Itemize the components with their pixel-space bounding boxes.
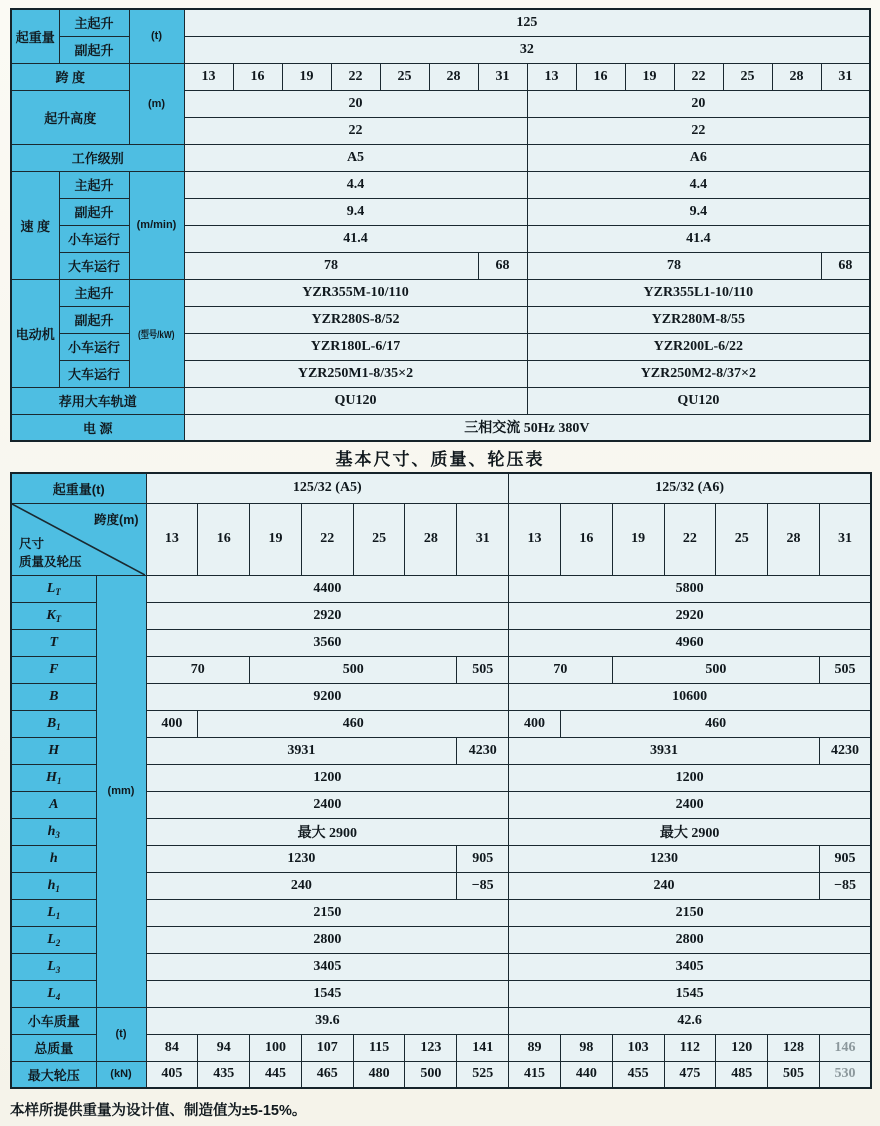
unit-mmin-label: (m/min)	[129, 171, 184, 279]
dim-F-a3: 505	[457, 656, 509, 683]
lift-height-label: 起升高度	[11, 90, 129, 144]
total-mass-cell: 112	[664, 1034, 716, 1061]
dim-F-a2: 500	[250, 656, 457, 683]
speed-crane-a-31: 68	[478, 252, 527, 279]
trolley-mass-a: 39.6	[146, 1007, 509, 1034]
dim-row-label-L3: $L_3$	[11, 953, 96, 980]
wheel-load-cell: 480	[353, 1061, 405, 1088]
dim-KT-b: 2920	[509, 602, 872, 629]
dim-span-header: 16	[198, 503, 250, 575]
total-mass-cell: 103	[612, 1034, 664, 1061]
rail-label: 荐用大车轨道	[11, 387, 184, 414]
dimensions-table	[10, 472, 872, 1089]
dim-row-label-LT: $L_T$	[11, 575, 96, 602]
footnote: 本样所提供重量为设计值、制造值为±5-15%。	[10, 1103, 307, 1119]
rail-a: QU120	[184, 387, 527, 414]
dim-h1-b-main: 240	[509, 872, 820, 899]
dimensions-table-title: 基本尺寸、质量、轮压表	[335, 450, 545, 469]
diag-span-label: 跨度(m)	[94, 512, 139, 527]
total-mass-cell: 146	[819, 1034, 871, 1061]
dim-capacity-b: 125/32 (A6)	[509, 473, 872, 503]
dim-row-label-F: F	[11, 656, 96, 683]
unit-t2-label: (t)	[96, 1007, 146, 1061]
dim-B1-b2: 460	[560, 710, 871, 737]
span-header-cell: 22	[331, 63, 380, 90]
span-header-cell: 16	[576, 63, 625, 90]
dim-F-b1: 70	[509, 656, 613, 683]
dim-span-header: 19	[612, 503, 664, 575]
wheel-load-cell: 530	[819, 1061, 871, 1088]
dim-span-header: 13	[146, 503, 198, 575]
dim-B1-b1: 400	[509, 710, 561, 737]
dim-row-label-B1: $B_1$	[11, 710, 96, 737]
dim-H-a-main: 3931	[146, 737, 457, 764]
lift-height2-value-a: 22	[184, 117, 527, 144]
dim-span-header: 19	[250, 503, 302, 575]
power-value: 三相交流 50Hz 380V	[184, 414, 870, 441]
dim-row-label-KT: $K_T$	[11, 602, 96, 629]
dim-A-a: 2400	[146, 791, 509, 818]
total-mass-cell: 100	[250, 1034, 302, 1061]
total-mass-cell: 94	[198, 1034, 250, 1061]
motor-aux-a: YZR280S-8/52	[184, 306, 527, 333]
dim-row-label-L4: $L_4$	[11, 980, 96, 1007]
dim-row-label-H1: $H_1$	[11, 764, 96, 791]
total-mass-cell: 115	[353, 1034, 405, 1061]
dim-row-label-h1: $h_1$	[11, 872, 96, 899]
trolley-mass-label: 小车质量	[11, 1007, 96, 1034]
unit-m-label: (m)	[129, 63, 184, 144]
dim-L1-b: 2150	[509, 899, 872, 926]
dim-h1-b-31: −85	[819, 872, 871, 899]
aux-capacity-value: 32	[184, 36, 870, 63]
main-hoist-label: 主起升	[59, 9, 129, 36]
diag-dimension-label: 尺寸	[19, 536, 45, 551]
span-header-cell: 31	[478, 63, 527, 90]
dim-h1-a-31: −85	[457, 872, 509, 899]
total-mass-cell: 89	[509, 1034, 561, 1061]
unit-model-label	[129, 279, 184, 387]
dim-capacity-a: 125/32 (A5)	[146, 473, 509, 503]
dim-h1-a-main: 240	[146, 872, 457, 899]
unit-mm-label: (mm)	[96, 575, 146, 1007]
dim-B1-a2: 460	[198, 710, 509, 737]
dim-B-a: 9200	[146, 683, 509, 710]
speed-main-b: 4.4	[527, 171, 870, 198]
speed-main-label: 主起升	[59, 171, 129, 198]
dim-A-b: 2400	[509, 791, 872, 818]
dim-H1-b: 1200	[509, 764, 872, 791]
dim-row-label-L2: $L_2$	[11, 926, 96, 953]
dim-h3-b: 最大 2900	[509, 818, 872, 845]
rail-b: QU120	[527, 387, 870, 414]
dim-row-label-L1: $L_1$	[11, 899, 96, 926]
wheel-load-label: 最大轮压	[11, 1061, 96, 1088]
lift-height-value-b: 20	[527, 90, 870, 117]
unit-t-label: (t)	[129, 9, 184, 63]
dim-row-label-A: A	[11, 791, 96, 818]
motor-trolley-label: 小车运行	[59, 333, 129, 360]
dim-L2-b: 2800	[509, 926, 872, 953]
unit-model-text: (型号/kW)	[138, 329, 175, 341]
wheel-load-cell: 435	[198, 1061, 250, 1088]
total-mass-cell: 120	[716, 1034, 768, 1061]
dim-row-label-T: T	[11, 629, 96, 656]
motor-crane-b: YZR250M2-8/37×2	[527, 360, 870, 387]
wheel-load-cell: 505	[768, 1061, 820, 1088]
diag-mass-label: 质量及轮压	[19, 554, 82, 569]
speed-trolley-a: 41.4	[184, 225, 527, 252]
unit-kn-label: (kN)	[96, 1061, 146, 1088]
wheel-load-cell: 455	[612, 1061, 664, 1088]
dim-span-header: 31	[819, 503, 871, 575]
wheel-load-cell: 405	[146, 1061, 198, 1088]
duty-class-b: A6	[527, 144, 870, 171]
motor-crane-label: 大车运行	[59, 360, 129, 387]
dim-h-b-main: 1230	[509, 845, 820, 872]
dim-span-header: 28	[768, 503, 820, 575]
motor-aux-b: YZR280M-8/55	[527, 306, 870, 333]
total-mass-cell: 128	[768, 1034, 820, 1061]
lifting-group-label: 起重量	[11, 9, 59, 63]
dim-H-b-main: 3931	[509, 737, 820, 764]
span-header-cell: 16	[233, 63, 282, 90]
dim-KT-a: 2920	[146, 602, 509, 629]
span-header-cell: 25	[380, 63, 429, 90]
dim-H-b-31: 4230	[819, 737, 871, 764]
dim-L3-b: 3405	[509, 953, 872, 980]
motor-main-label: 主起升	[59, 279, 129, 306]
dim-span-header: 13	[509, 503, 561, 575]
dim-L2-a: 2800	[146, 926, 509, 953]
trolley-mass-b: 42.6	[509, 1007, 872, 1034]
span-header-cell: 19	[625, 63, 674, 90]
dim-h-b-31: 905	[819, 845, 871, 872]
aux-hoist-label: 副起升	[59, 36, 129, 63]
dim-span-header: 22	[301, 503, 353, 575]
speed-group-label: 速 度	[11, 171, 59, 279]
dim-row-label-h: h	[11, 845, 96, 872]
wheel-load-cell: 485	[716, 1061, 768, 1088]
dim-span-header: 25	[353, 503, 405, 575]
total-mass-label: 总质量	[11, 1034, 96, 1061]
dim-span-header: 16	[560, 503, 612, 575]
dim-span-header: 22	[664, 503, 716, 575]
dim-span-header: 31	[457, 503, 509, 575]
dim-H-a-31: 4230	[457, 737, 509, 764]
wheel-load-cell: 465	[301, 1061, 353, 1088]
dim-row-label-h3: $h_3$	[11, 818, 96, 845]
wheel-load-cell: 445	[250, 1061, 302, 1088]
speed-trolley-b: 41.4	[527, 225, 870, 252]
total-mass-cell: 98	[560, 1034, 612, 1061]
span-header-cell: 25	[723, 63, 772, 90]
dim-B-b: 10600	[509, 683, 872, 710]
span-label: 跨 度	[11, 63, 129, 90]
motor-main-b: YZR355L1-10/110	[527, 279, 870, 306]
wheel-load-cell: 440	[560, 1061, 612, 1088]
dim-matrix-corner-cell	[11, 503, 146, 575]
dim-H1-a: 1200	[146, 764, 509, 791]
motor-trolley-b: YZR200L-6/22	[527, 333, 870, 360]
speed-crane-a-main: 78	[184, 252, 478, 279]
motor-crane-a: YZR250M1-8/35×2	[184, 360, 527, 387]
duty-class-label: 工作级别	[11, 144, 184, 171]
dim-L3-a: 3405	[146, 953, 509, 980]
dim-h-a-31: 905	[457, 845, 509, 872]
duty-class-a: A5	[184, 144, 527, 171]
total-mass-cell: 123	[405, 1034, 457, 1061]
span-header-cell: 19	[282, 63, 331, 90]
motor-aux-label: 副起升	[59, 306, 129, 333]
dim-LT-b: 5800	[509, 575, 872, 602]
dim-T-a: 3560	[146, 629, 509, 656]
dim-LT-a: 4400	[146, 575, 509, 602]
wheel-load-cell: 525	[457, 1061, 509, 1088]
motor-trolley-a: YZR180L-6/17	[184, 333, 527, 360]
speed-crane-b-31: 68	[821, 252, 870, 279]
wheel-load-cell: 415	[509, 1061, 561, 1088]
dim-F-b2: 500	[612, 656, 819, 683]
span-header-cell: 13	[184, 63, 233, 90]
speed-aux-b: 9.4	[527, 198, 870, 225]
span-header-cell: 31	[821, 63, 870, 90]
speed-main-a: 4.4	[184, 171, 527, 198]
speed-crane-b-main: 78	[527, 252, 821, 279]
total-mass-cell: 107	[301, 1034, 353, 1061]
speed-crane-label: 大车运行	[59, 252, 129, 279]
dim-row-label-H: H	[11, 737, 96, 764]
dim-L4-b: 1545	[509, 980, 872, 1007]
lift-height-value-a: 20	[184, 90, 527, 117]
spec-table	[10, 8, 871, 442]
total-mass-cell: 141	[457, 1034, 509, 1061]
dim-h-a-main: 1230	[146, 845, 457, 872]
span-header-cell: 13	[527, 63, 576, 90]
dim-L1-a: 2150	[146, 899, 509, 926]
main-capacity-value: 125	[184, 9, 870, 36]
power-label: 电 源	[11, 414, 184, 441]
dim-F-a1: 70	[146, 656, 250, 683]
dim-L4-a: 1545	[146, 980, 509, 1007]
dim-span-header: 25	[716, 503, 768, 575]
lift-height2-value-b: 22	[527, 117, 870, 144]
dim-h3-a: 最大 2900	[146, 818, 509, 845]
dim-T-b: 4960	[509, 629, 872, 656]
wheel-load-cell: 500	[405, 1061, 457, 1088]
dim-row-label-B: B	[11, 683, 96, 710]
motor-main-a: YZR355M-10/110	[184, 279, 527, 306]
motor-group-label: 电动机	[11, 279, 59, 387]
total-mass-cell: 84	[146, 1034, 198, 1061]
speed-aux-a: 9.4	[184, 198, 527, 225]
speed-trolley-label: 小车运行	[59, 225, 129, 252]
wheel-load-cell: 475	[664, 1061, 716, 1088]
span-header-cell: 28	[429, 63, 478, 90]
dim-B1-a1: 400	[146, 710, 198, 737]
dim-capacity-label: 起重量(t)	[11, 473, 146, 503]
span-header-cell: 28	[772, 63, 821, 90]
span-header-cell: 22	[674, 63, 723, 90]
speed-aux-label: 副起升	[59, 198, 129, 225]
dim-span-header: 28	[405, 503, 457, 575]
dim-F-b3: 505	[819, 656, 871, 683]
